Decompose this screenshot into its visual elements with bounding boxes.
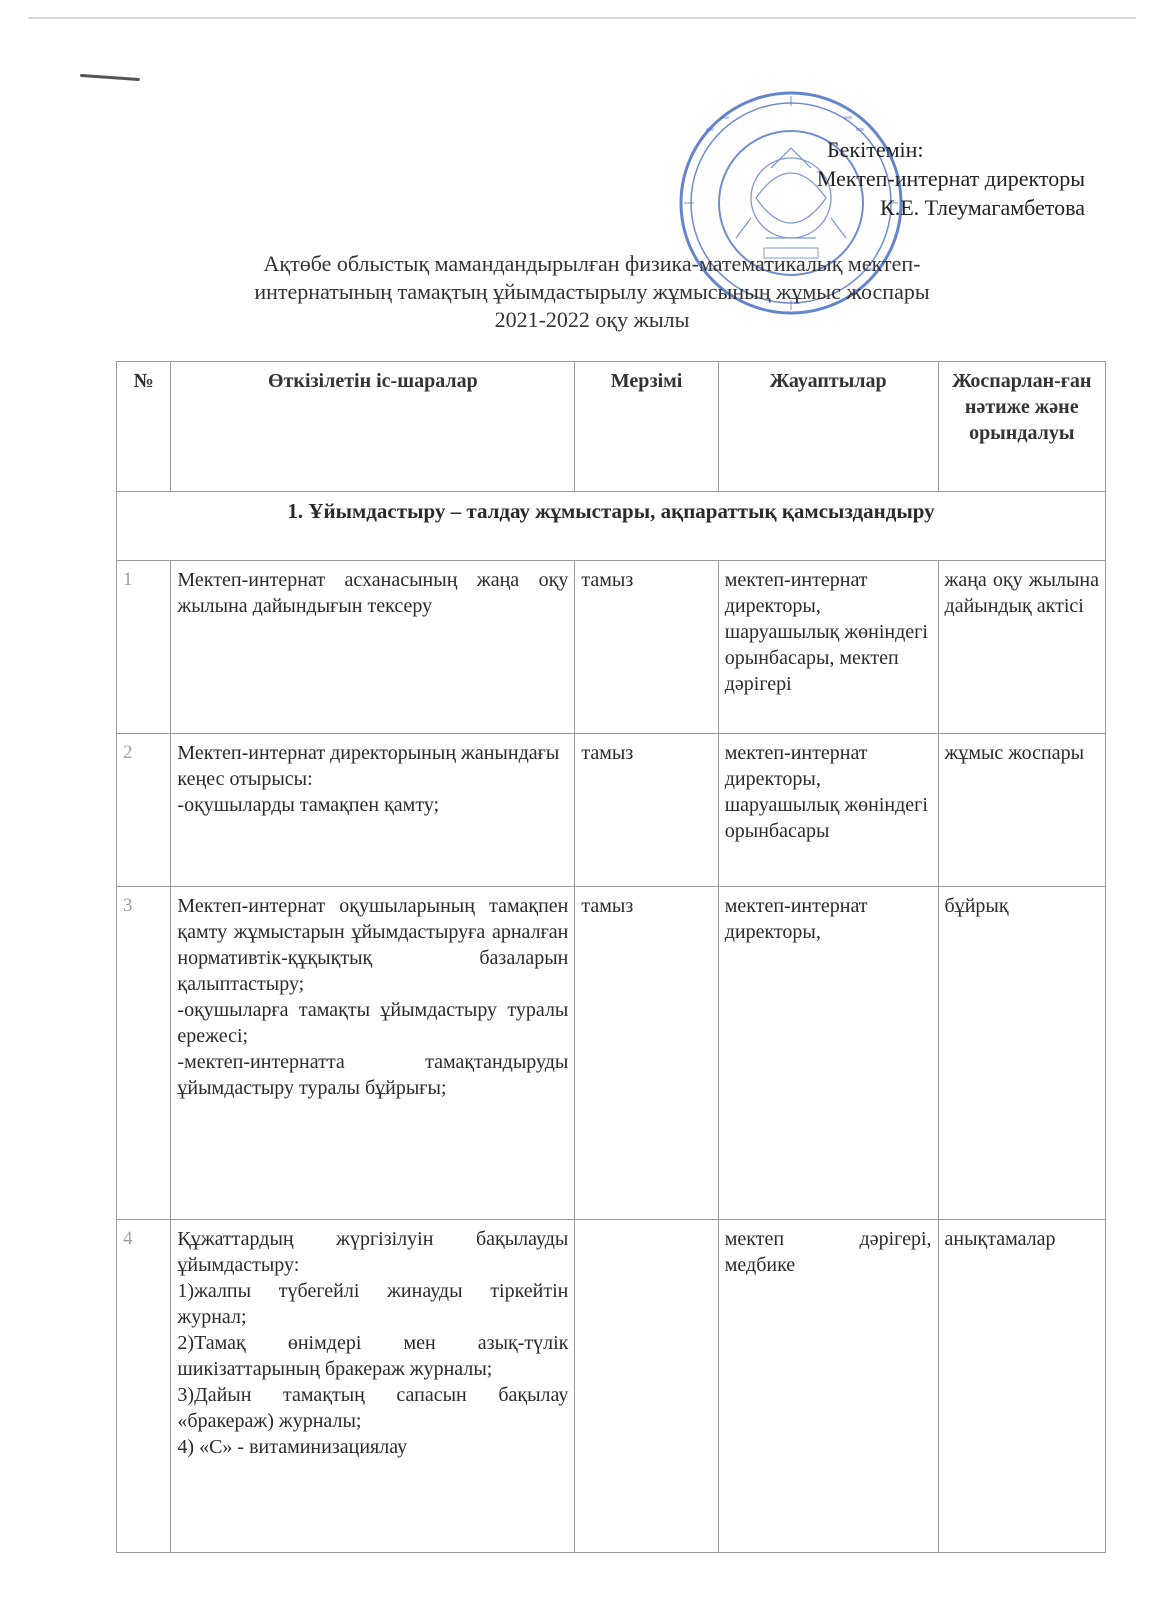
title-line-1: Ақтөбе облыстық мамандандырылған физика-математикалық мектеп- — [263, 251, 921, 276]
table-row — [117, 734, 1106, 887]
row-responsible: мектеп дәрігері, медбике — [718, 1220, 938, 1553]
title-line-3: 2021-2022 оқу жылы — [494, 307, 690, 332]
approval-label: Бекітемін: — [827, 137, 924, 162]
title-line-2: интернатының тамақтың ұйымдастырылу жұмысының жұмыс жоспары — [254, 279, 930, 304]
row-responsible: мектеп-интернат директоры, — [718, 887, 938, 1220]
pen-mark — [80, 74, 140, 81]
table-row — [117, 561, 1106, 734]
row-result: анықтамалар — [938, 1220, 1105, 1553]
approval-name: К.Е. Тлеумагамбетова — [880, 195, 1085, 220]
row-result: жаңа оқу жылына дайындық актісі — [938, 561, 1105, 734]
row-number: 2 — [117, 734, 171, 887]
row-term: тамыз — [575, 734, 718, 887]
table-row — [117, 1220, 1106, 1553]
approval-position: Мектеп-интернат директоры — [816, 166, 1085, 191]
row-result: бұйрық — [938, 887, 1105, 1220]
row-responsible: мектеп-интернат директоры, шаруашылық жөніндегі орынбасары, мектеп дәрігері — [718, 561, 938, 734]
table-row — [117, 887, 1106, 1220]
row-responsible: мектеп-интернат директоры, шаруашылық жөніндегі орынбасары — [718, 734, 938, 887]
section-title: 1. Ұйымдастыру – талдау жұмыстары, ақпараттық қамсыздандыру — [117, 492, 1106, 561]
row-number: 4 — [117, 1220, 171, 1553]
scan-edge-line — [28, 17, 1136, 19]
header-term: Мерзімі — [575, 362, 718, 492]
header-activity: Өткізілетін іс-шаралар — [171, 362, 575, 492]
section-row — [117, 492, 1106, 561]
row-activity: Мектеп-интернат асханасының жаңа оқу жылына дайындығын тексеру — [171, 561, 575, 734]
approval-block — [745, 135, 1085, 222]
plan-table — [116, 361, 1106, 1553]
document-title — [150, 250, 1034, 334]
row-activity: Мектеп-интернат оқушыларының тамақпен қамту жұмыстарын ұйымдастыруға арналған нормативтік-құқықтық базаларын қалыптастыру; -оқушыларға тамақты ұйымдастыру туралы ережесі; -мектеп-интернатта тамақтандыруды ұйымдастыру туралы бұйрығы; — [171, 887, 575, 1220]
table-header-row — [117, 362, 1106, 492]
header-responsible: Жауаптылар — [718, 362, 938, 492]
row-result: жұмыс жоспары — [938, 734, 1105, 887]
row-term — [575, 1220, 718, 1553]
row-number: 1 — [117, 561, 171, 734]
row-term: тамыз — [575, 887, 718, 1220]
header-result: Жоспарлан-ған нәтиже және орындалуы — [938, 362, 1105, 492]
row-activity: Құжаттардың жүргізілуін бақылауды ұйымдастыру: 1)жалпы түбегейлі жинауды тіркейтін журнал; 2)Тамақ өнімдері мен азық-түлік шикізаттарының бракераж журналы; 3)Дайын тамақтың сапасын бақылау «бракераж) журналы; 4) «С» - витаминизациялау — [171, 1220, 575, 1553]
row-number: 3 — [117, 887, 171, 1220]
header-number: № — [117, 362, 171, 492]
row-term: тамыз — [575, 561, 718, 734]
row-activity: Мектеп-интернат директорының жанындағы кеңес отырысы: -оқушыларды тамақпен қамту; — [171, 734, 575, 887]
